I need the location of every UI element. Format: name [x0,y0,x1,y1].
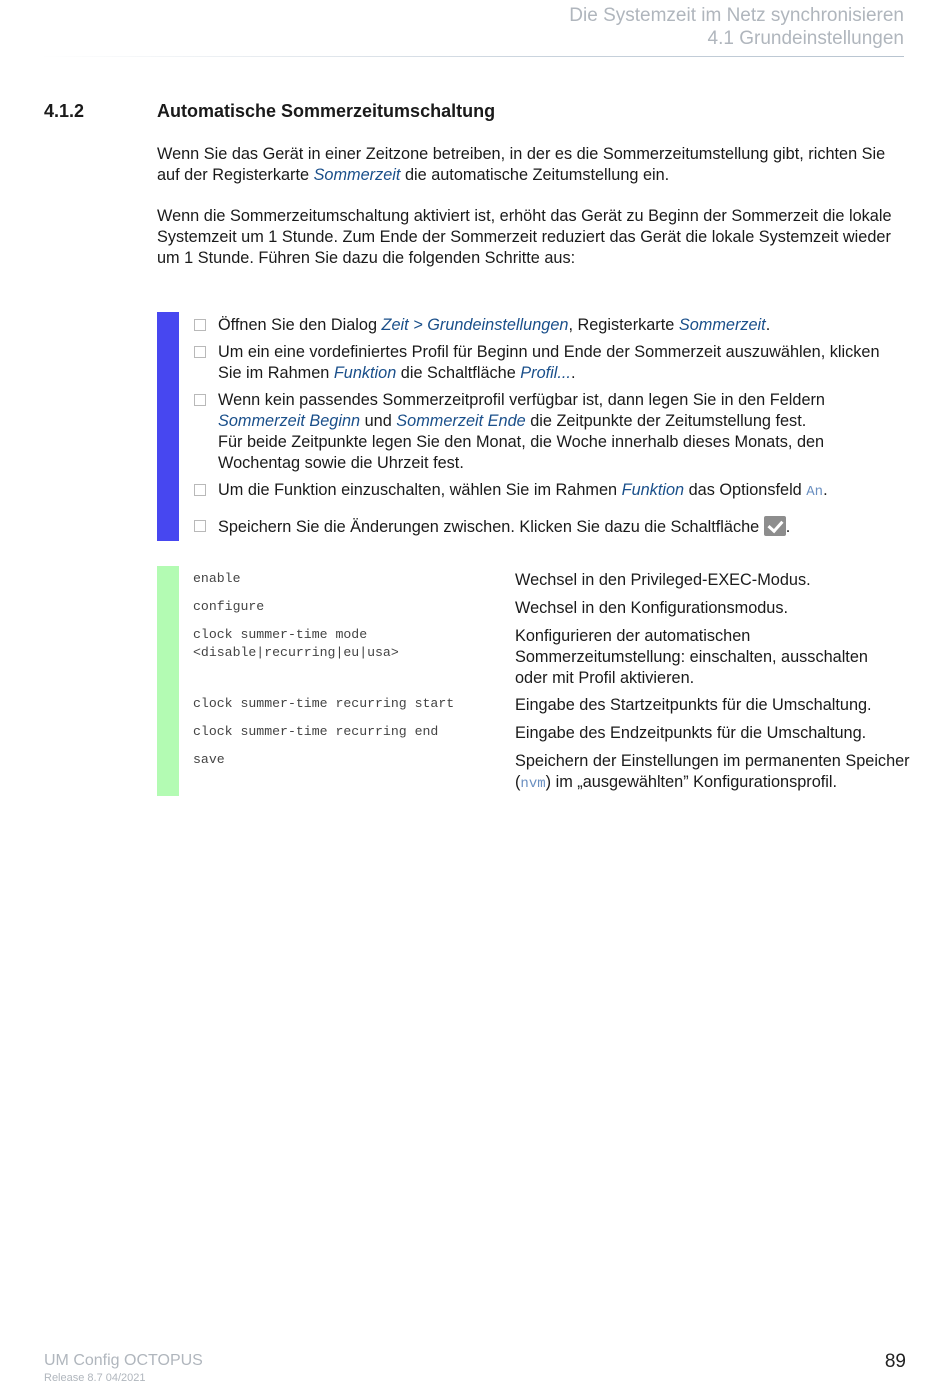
cli-description: Eingabe des Endzeitpunkts für die Umschaltung. [515,724,867,742]
ui-reference: Profil... [520,364,571,382]
text: . [570,364,576,382]
text: Öffnen Sie den Dialog [218,316,382,334]
text: . [765,316,771,334]
checkmark-icon [764,516,786,536]
step-item [194,342,894,384]
text: und [360,412,397,430]
text: Für beide Zeitpunkte legen Sie den Monat, die Woche innerhalb dieses Monats, den Wochentag sowie die Uhrzeit fest. [218,433,825,472]
cli-sidebar [157,566,179,796]
ui-reference: Funktion [621,481,685,499]
text: Wenn Sie das Gerät in einer Zeitzone betreiben, in der es die Sommerzeitumstellung gibt, richten Sie auf der Registerkarte [157,145,886,184]
cli-description: Eingabe des Startzeitpunkts für die Umschaltung. [515,696,872,714]
cli-command: enable [193,571,241,586]
cli-command: clock summer-time recurring end [193,724,439,739]
cli-command: clock summer-time mode <disable|recurring|eu|usa> [193,627,399,660]
checkbox-icon [194,484,206,496]
text: Speichern der Einstellungen im permanenten Speicher ( [515,752,910,791]
ui-reference: Zeit > Grundeinstellungen [381,316,569,334]
step-item [194,390,894,474]
running-header [569,4,904,50]
ui-reference: Sommerzeit [313,166,401,184]
ui-reference: Funktion [333,364,397,382]
header-chapter: Die Systemzeit im Netz synchronisieren [569,5,904,26]
text: ) im „ausgewählten” Konfigurationsprofil. [545,773,838,791]
checkbox-icon [194,346,206,358]
step-item [194,315,894,336]
text: die Zeitpunkte der Zeitumstellung fest. [525,412,807,430]
intro-paragraph [157,144,907,186]
text: die Schaltfläche [396,364,521,382]
cli-description: Wechsel in den Privileged-EXEC-Modus. [515,571,811,589]
header-section: 4.1 Grundeinstellungen [707,28,904,49]
text: Speichern Sie die Änderungen zwischen. Klicken Sie dazu die Schaltfläche [218,518,764,536]
ui-reference: Sommerzeit Ende [396,412,526,430]
text: das Optionsfeld [684,481,807,499]
cli-command: configure [193,599,265,614]
text: , Registerkarte [568,316,679,334]
text: die automatische Zeitumstellung ein. [400,166,670,184]
text: Um die Funktion einzuschalten, wählen Sie im Rahmen [218,481,622,499]
cli-description: Konfigurieren der automatischen Sommerzeitumstellung: einschalten, ausschalten oder mit Profil aktivieren. [515,627,868,687]
cli-command: save [193,752,225,767]
footer-release: Release 8.7 04/2021 [44,1372,146,1384]
page-number: 89 [884,1351,906,1372]
step-item [194,516,894,538]
ui-reference: Sommerzeit Beginn [218,412,361,430]
checkbox-icon [194,520,206,532]
ui-reference: Sommerzeit [678,316,766,334]
section-number: 4.1.2 [44,101,85,121]
cli-description [515,751,910,795]
text: Um ein eine vordefiniertes Profil für Beginn und Ende der Sommerzeit auszuwählen, klicken Sie im Rahmen [218,343,880,382]
text: Wenn kein passendes Sommerzeitprofil verfügbar ist, dann legen Sie in den Feldern [218,391,825,409]
footer-document-title: UM Config OCTOPUS [44,1352,203,1369]
steps-sidebar [157,312,179,541]
checkbox-icon [194,394,206,406]
option-value: An [806,484,824,500]
checkbox-icon [194,319,206,331]
cli-command: clock summer-time recurring start [193,696,455,711]
step-list [194,315,894,544]
code-reference: nvm [520,776,546,792]
text: . [823,481,828,499]
section-title: Automatische Sommerzeitumschaltung [157,101,496,121]
step-item [194,480,894,503]
cli-description: Wechsel in den Konfigurationsmodus. [515,599,789,617]
text: . [785,518,791,536]
header-rule [40,56,904,57]
description-paragraph: Wenn die Sommerzeitumschaltung aktiviert ist, erhöht das Gerät zu Beginn der Sommerzeit die lokale Systemzeit um 1 Stunde. Zum Ende der Sommerzeit reduziert das Gerät die lokale Systemzeit wieder um 1 Stunde. Führen Sie dazu die folgenden Schritte aus: [157,207,892,267]
